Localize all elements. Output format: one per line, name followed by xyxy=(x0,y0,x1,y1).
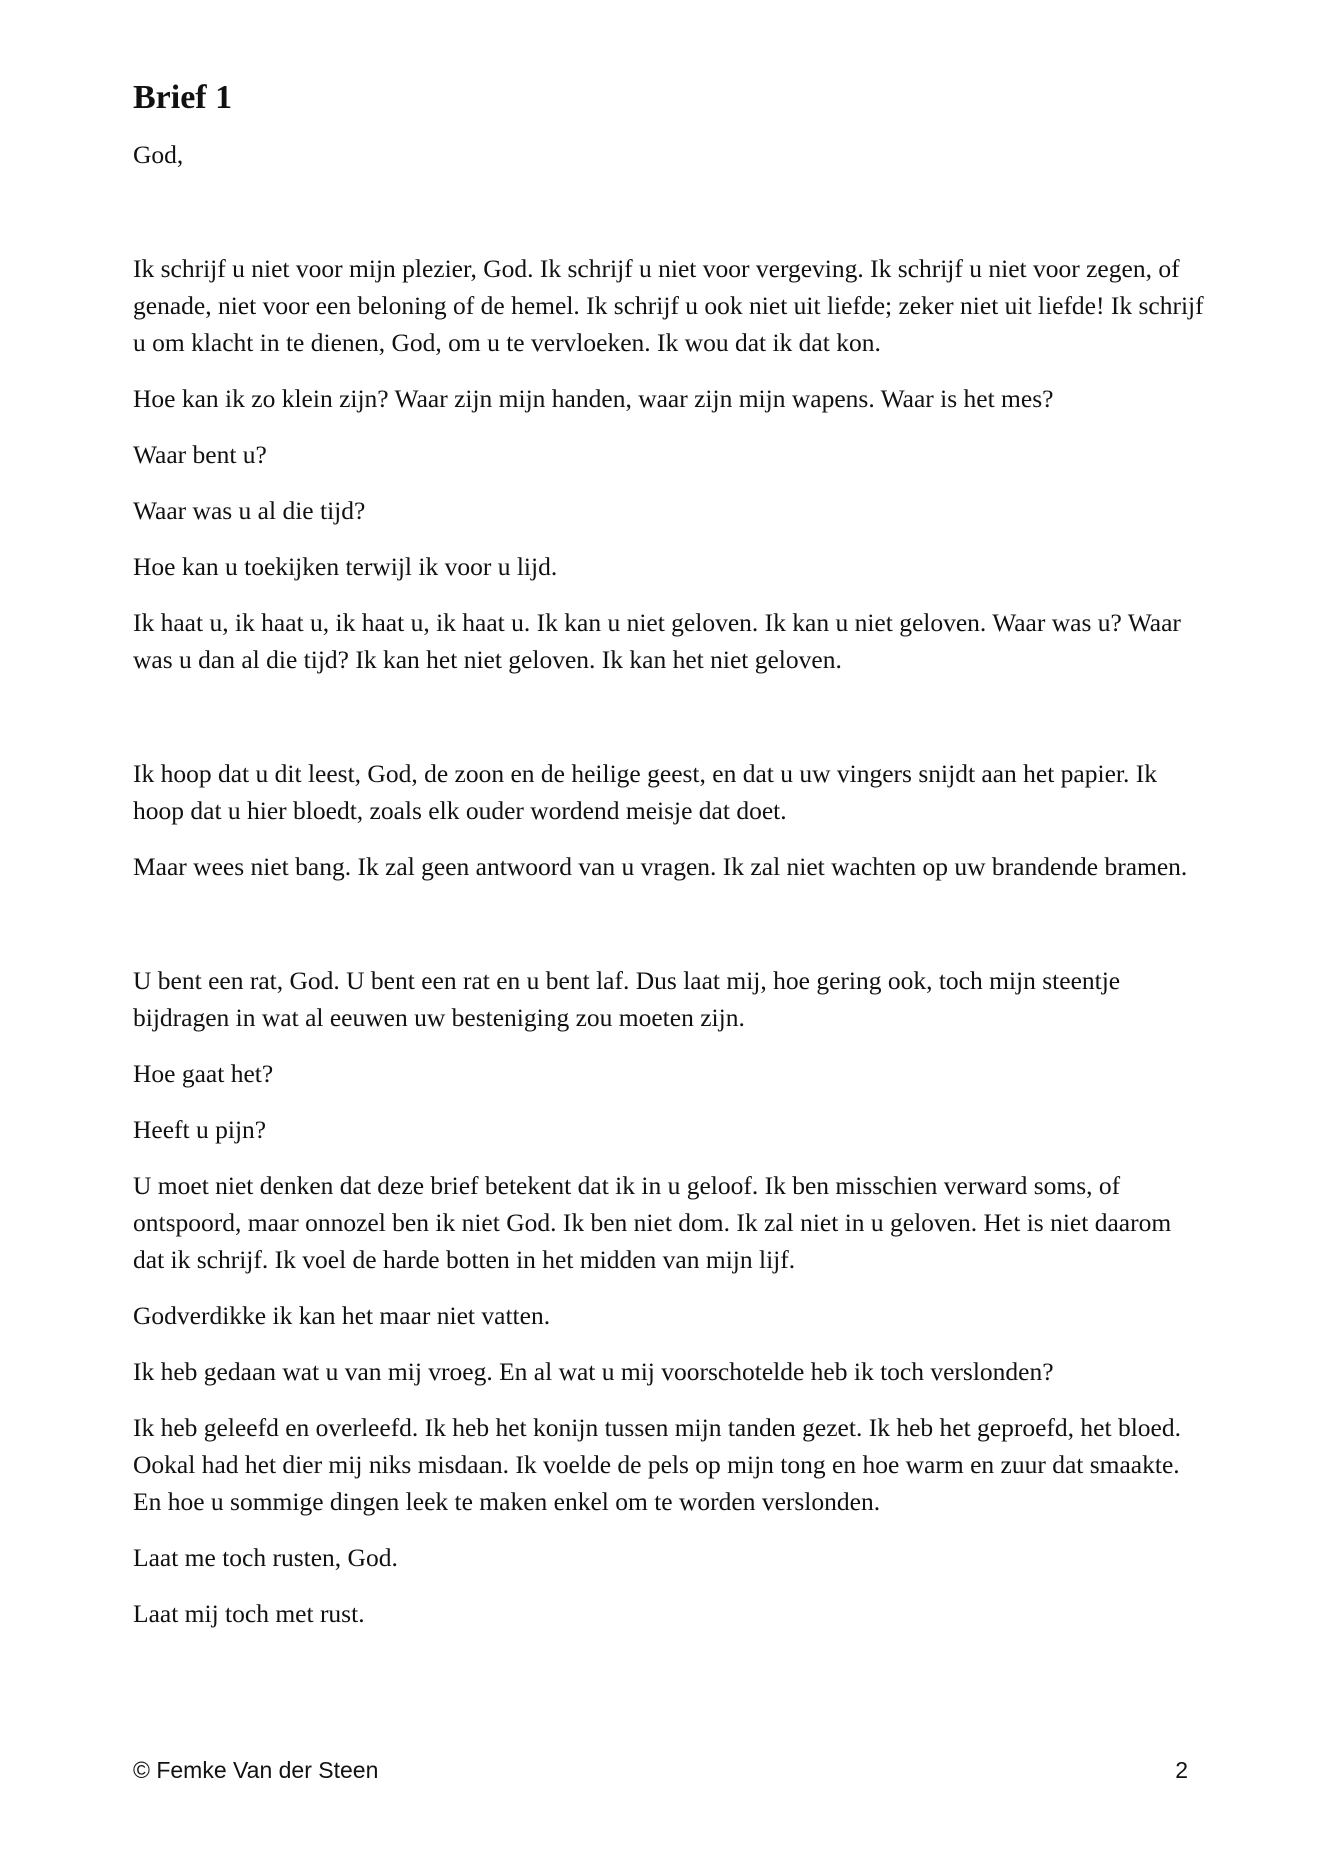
letter-title: Brief 1 xyxy=(133,79,233,116)
paragraph: Hoe gaat het? xyxy=(133,1059,274,1088)
paragraph: Ik haat u, ik haat u, ik haat u, ik haat u. Ik kan u niet geloven. Ik kan u niet geloven. Waar was u? Waar was u dan al die tijd? Ik kan het niet geloven. Ik kan het niet geloven. xyxy=(133,608,1181,674)
paragraph: Waar bent u? xyxy=(133,440,267,469)
paragraph: Hoe kan u toekijken terwijl ik voor u lijd. xyxy=(133,552,558,581)
letter-body xyxy=(133,78,1208,1651)
paragraph: Laat me toch rusten, God. xyxy=(133,1543,398,1572)
paragraph: Heeft u pijn? xyxy=(133,1115,267,1144)
copyright-notice: © Femke Van der Steen xyxy=(133,1757,379,1783)
paragraph: Laat mij toch met rust. xyxy=(133,1599,365,1628)
paragraph: Ik heb geleefd en overleefd. Ik heb het konijn tussen mijn tanden gezet. Ik heb het geproefd, het bloed. Ookal had het dier mij niks misdaan. Ik voelde de pels op mijn tong en hoe warm en zuur dat smaakte. En hoe u sommige dingen leek te maken enkel om te worden verslonden. xyxy=(133,1413,1181,1516)
paragraph: Godverdikke ik kan het maar niet vatten. xyxy=(133,1301,551,1330)
paragraph: Ik hoop dat u dit leest, God, de zoon en de heilige geest, en dat u uw vingers snijdt aan het papier. Ik hoop dat u hier bloedt, zoals elk ouder wordend meisje dat doet. xyxy=(133,759,1157,825)
paragraph: U bent een rat, God. U bent een rat en u bent laf. Dus laat mij, hoe gering ook, toch mijn steentje bijdragen in wat al eeuwen uw besteniging zou moeten zijn. xyxy=(133,966,1121,1032)
salutation: God, xyxy=(133,140,184,169)
page-number: 2 xyxy=(1175,1757,1188,1783)
paragraph: Ik heb gedaan wat u van mij vroeg. En al wat u mij voorschotelde heb ik toch verslonden? xyxy=(133,1357,1054,1386)
paragraph: U moet niet denken dat deze brief betekent dat ik in u geloof. Ik ben misschien verward soms, of ontspoord, maar onnozel ben ik niet God. Ik ben niet dom. Ik zal niet in u geloven. Het is niet daarom dat ik schrijf. Ik voel de harde botten in het midden van mijn lijf. xyxy=(133,1171,1172,1274)
paragraph: Waar was u al die tijd? xyxy=(133,496,366,525)
paragraph: Hoe kan ik zo klein zijn? Waar zijn mijn handen, waar zijn mijn wapens. Waar is het mes? xyxy=(133,384,1054,413)
paragraph: Maar wees niet bang. Ik zal geen antwoord van u vragen. Ik zal niet wachten op uw brandende bramen. xyxy=(133,852,1188,881)
paragraph: Ik schrijf u niet voor mijn plezier, God. Ik schrijf u niet voor vergeving. Ik schrijf u niet voor zegen, of genade, niet voor een beloning of de hemel. Ik schrijf u ook niet uit liefde; zeker niet uit liefde! Ik schrijf u om klacht in te dienen, God, om u te vervloeken. Ik wou dat ik dat kon. xyxy=(133,254,1204,357)
